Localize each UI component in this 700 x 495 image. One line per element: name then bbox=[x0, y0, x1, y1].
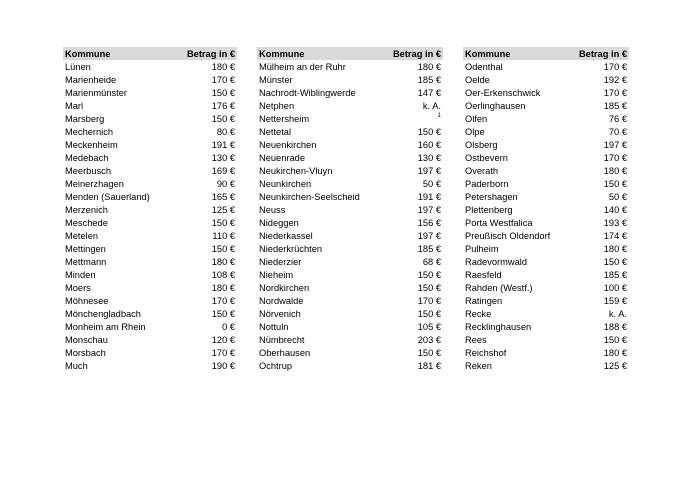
table-row bbox=[463, 112, 629, 125]
table-row bbox=[63, 60, 237, 73]
table-row bbox=[63, 190, 237, 203]
table-row bbox=[63, 164, 237, 177]
betrag-value: 176 € bbox=[211, 100, 235, 111]
kommune-name: Meerbusch bbox=[65, 165, 111, 176]
table-row bbox=[63, 242, 237, 255]
kommune-name: Marienheide bbox=[65, 74, 117, 85]
table-row bbox=[63, 73, 237, 86]
table-row bbox=[63, 346, 237, 359]
kommune-name: Marienmünster bbox=[65, 87, 128, 98]
footnote-marker: 1 bbox=[437, 113, 441, 119]
kommune-name: Radevormwald bbox=[465, 256, 528, 267]
kommune-name: Plettenberg bbox=[465, 204, 513, 215]
kommune-name: Preußisch Oldendorf bbox=[465, 230, 551, 241]
betrag-value: 170 € bbox=[603, 152, 627, 163]
betrag-value: 159 € bbox=[603, 295, 627, 306]
table-header bbox=[257, 47, 443, 60]
betrag-value: 150 € bbox=[417, 282, 441, 293]
table-row bbox=[63, 216, 237, 229]
betrag-value: 125 € bbox=[603, 360, 627, 371]
table-column-1 bbox=[63, 47, 237, 372]
kommune-name: Nettetal bbox=[259, 126, 292, 137]
table-row bbox=[463, 190, 629, 203]
kommune-name: Münster bbox=[259, 74, 293, 85]
table-row bbox=[257, 138, 443, 151]
kommune-name: Netphen bbox=[259, 100, 295, 111]
table-row bbox=[257, 242, 443, 255]
betrag-value: 185 € bbox=[417, 243, 441, 254]
betrag-value: 50 € bbox=[422, 178, 441, 189]
betrag-value: 170 € bbox=[603, 61, 627, 72]
kommune-name: Nordkirchen bbox=[259, 282, 310, 293]
kommune-name: Nottuln bbox=[259, 321, 289, 332]
kommune-name: Oelde bbox=[465, 74, 490, 85]
betrag-value: 105 € bbox=[417, 321, 441, 332]
betrag-value: 160 € bbox=[417, 139, 441, 150]
betrag-value: 90 € bbox=[216, 178, 235, 189]
kommune-name: Mettingen bbox=[65, 243, 106, 254]
betrag-value: 197 € bbox=[603, 139, 627, 150]
table-row bbox=[63, 86, 237, 99]
kommune-name: Neunkirchen bbox=[259, 178, 312, 189]
table-row bbox=[463, 73, 629, 86]
kommune-name: Neuenrade bbox=[259, 152, 306, 163]
table-row bbox=[257, 229, 443, 242]
table-row bbox=[257, 190, 443, 203]
table-row bbox=[257, 203, 443, 216]
table-row bbox=[63, 151, 237, 164]
betrag-value: 180 € bbox=[211, 61, 235, 72]
kommune-name: Ratingen bbox=[465, 295, 503, 306]
table-row bbox=[257, 164, 443, 177]
kommune-name: Much bbox=[65, 360, 88, 371]
kommune-name: Oer-Erkenschwick bbox=[465, 87, 541, 98]
table-row bbox=[257, 216, 443, 229]
table-header bbox=[463, 47, 629, 60]
kommune-name: Mönchengladbach bbox=[65, 308, 141, 319]
table-row bbox=[257, 151, 443, 164]
kommune-name: Reichshof bbox=[465, 347, 507, 358]
betrag-value: 150 € bbox=[417, 269, 441, 280]
betrag-value: k. A. bbox=[608, 308, 627, 319]
betrag-value: 197 € bbox=[417, 230, 441, 241]
betrag-value: 185 € bbox=[603, 100, 627, 111]
table-column-2 bbox=[257, 47, 443, 372]
betrag-value: 191 € bbox=[211, 139, 235, 150]
kommune-name: Oerlinghausen bbox=[465, 100, 526, 111]
table-row bbox=[463, 86, 629, 99]
kommune-name: Medebach bbox=[65, 152, 109, 163]
kommune-name: Rees bbox=[465, 334, 487, 345]
kommune-name: Nettersheim bbox=[259, 113, 310, 124]
betrag-value: 150 € bbox=[603, 256, 627, 267]
betrag-value: 150 € bbox=[603, 334, 627, 345]
kommune-name: Neuss bbox=[259, 204, 286, 215]
kommune-name: Niederkrüchten bbox=[259, 243, 323, 254]
betrag-value: 147 € bbox=[417, 87, 441, 98]
table-row bbox=[463, 216, 629, 229]
kommune-name: Nideggen bbox=[259, 217, 299, 228]
betrag-value: 120 € bbox=[211, 334, 235, 345]
betrag-value: 156 € bbox=[417, 217, 441, 228]
betrag-value: 165 € bbox=[211, 191, 235, 202]
kommune-name: Overath bbox=[465, 165, 499, 176]
table-row bbox=[257, 60, 443, 73]
kommune-name: Raesfeld bbox=[465, 269, 502, 280]
betrag-value: 192 € bbox=[603, 74, 627, 85]
table-row bbox=[257, 281, 443, 294]
header-betrag: Betrag in € bbox=[186, 48, 235, 59]
table-row bbox=[463, 151, 629, 164]
kommune-name: Nordwalde bbox=[259, 295, 304, 306]
table-row bbox=[463, 359, 629, 372]
table-row bbox=[63, 177, 237, 190]
table-row bbox=[463, 320, 629, 333]
table-row bbox=[63, 99, 237, 112]
betrag-value: 150 € bbox=[211, 308, 235, 319]
betrag-value: 170 € bbox=[211, 347, 235, 358]
kommune-name: Meckenheim bbox=[65, 139, 118, 150]
betrag-value: 140 € bbox=[603, 204, 627, 215]
kommune-name: Neuenkirchen bbox=[259, 139, 317, 150]
table-row bbox=[257, 112, 443, 125]
kommune-name: Neunkirchen-Seelscheid bbox=[259, 191, 360, 202]
header-kommune: Kommune bbox=[465, 48, 511, 59]
betrag-value: 191 € bbox=[417, 191, 441, 202]
kommune-name: Meinerzhagen bbox=[65, 178, 124, 189]
betrag-value: 150 € bbox=[417, 126, 441, 137]
kommune-name: Porta Westfalica bbox=[465, 217, 533, 228]
betrag-value: 150 € bbox=[211, 113, 235, 124]
betrag-value: 130 € bbox=[211, 152, 235, 163]
header-kommune: Kommune bbox=[259, 48, 305, 59]
table-row bbox=[63, 138, 237, 151]
betrag-value: 125 € bbox=[211, 204, 235, 215]
kommune-name: Marsberg bbox=[65, 113, 105, 124]
betrag-value: 150 € bbox=[417, 347, 441, 358]
betrag-value: 150 € bbox=[211, 243, 235, 254]
kommune-name: Nörvenich bbox=[259, 308, 301, 319]
kommune-name: Niederzier bbox=[259, 256, 302, 267]
kommune-name: Nachrodt-Wiblingwerde bbox=[259, 87, 356, 98]
kommune-name: Lünen bbox=[65, 61, 91, 72]
kommune-name: Nieheim bbox=[259, 269, 294, 280]
table-row bbox=[257, 99, 443, 112]
betrag-value: 170 € bbox=[211, 295, 235, 306]
table-row bbox=[63, 203, 237, 216]
kommune-name: Merzenich bbox=[65, 204, 108, 215]
table-row bbox=[257, 255, 443, 268]
kommune-name: Pulheim bbox=[465, 243, 499, 254]
table-row bbox=[63, 229, 237, 242]
kommune-name: Niederkassel bbox=[259, 230, 313, 241]
table-row bbox=[257, 346, 443, 359]
betrag-value: 185 € bbox=[417, 74, 441, 85]
betrag-value: 108 € bbox=[211, 269, 235, 280]
table-row bbox=[463, 229, 629, 242]
table-row bbox=[257, 359, 443, 372]
betrag-value: 80 € bbox=[216, 126, 235, 137]
betrag-value: 174 € bbox=[603, 230, 627, 241]
table-row bbox=[63, 333, 237, 346]
kommune-name: Paderborn bbox=[465, 178, 509, 189]
betrag-value: 185 € bbox=[603, 269, 627, 280]
kommune-name: Recklinghausen bbox=[465, 321, 532, 332]
betrag-value: 130 € bbox=[417, 152, 441, 163]
header-betrag: Betrag in € bbox=[392, 48, 441, 59]
table-row bbox=[63, 112, 237, 125]
table-row bbox=[463, 268, 629, 281]
table-row bbox=[63, 268, 237, 281]
betrag-value: k. A. bbox=[422, 100, 441, 111]
betrag-value: 76 € bbox=[608, 113, 627, 124]
table-row bbox=[257, 125, 443, 138]
table-row bbox=[463, 242, 629, 255]
betrag-value: 170 € bbox=[603, 87, 627, 98]
table-column-3 bbox=[463, 47, 629, 372]
table-row bbox=[63, 307, 237, 320]
table-row bbox=[463, 164, 629, 177]
table-header bbox=[63, 47, 237, 60]
betrag-value: 180 € bbox=[211, 282, 235, 293]
betrag-value: 180 € bbox=[603, 347, 627, 358]
kommune-name: Petershagen bbox=[465, 191, 518, 202]
betrag-value: 100 € bbox=[603, 282, 627, 293]
kommune-name: Recke bbox=[465, 308, 492, 319]
kommune-name: Monheim am Rhein bbox=[65, 321, 146, 332]
table-row bbox=[257, 294, 443, 307]
table-row bbox=[463, 281, 629, 294]
betrag-value: 193 € bbox=[603, 217, 627, 228]
betrag-value: 188 € bbox=[603, 321, 627, 332]
betrag-value: 0 € bbox=[222, 321, 235, 332]
kommune-name: Meschede bbox=[65, 217, 108, 228]
table-row bbox=[63, 281, 237, 294]
table-row bbox=[257, 320, 443, 333]
kommune-name: Möhnesee bbox=[65, 295, 109, 306]
betrag-value: 180 € bbox=[603, 243, 627, 254]
kommune-name: Marl bbox=[65, 100, 84, 111]
table-row bbox=[257, 333, 443, 346]
kommune-name: Minden bbox=[65, 269, 96, 280]
betrag-value: 170 € bbox=[211, 74, 235, 85]
betrag-value: 180 € bbox=[417, 61, 441, 72]
betrag-value: 150 € bbox=[211, 217, 235, 228]
betrag-value: 203 € bbox=[417, 334, 441, 345]
kommune-name: Moers bbox=[65, 282, 91, 293]
table-row bbox=[257, 268, 443, 281]
table-row bbox=[463, 255, 629, 268]
table-row bbox=[63, 359, 237, 372]
table-row bbox=[463, 99, 629, 112]
betrag-value: 180 € bbox=[211, 256, 235, 267]
kommune-name: Olpe bbox=[465, 126, 485, 137]
table-row bbox=[257, 86, 443, 99]
table-row bbox=[63, 255, 237, 268]
table-row bbox=[63, 294, 237, 307]
table-row bbox=[63, 320, 237, 333]
table-row bbox=[463, 177, 629, 190]
table-row bbox=[463, 138, 629, 151]
betrag-value: 110 € bbox=[212, 230, 235, 241]
betrag-value: 197 € bbox=[417, 204, 441, 215]
betrag-value: 190 € bbox=[211, 360, 235, 371]
betrag-value: 169 € bbox=[211, 165, 235, 176]
betrag-value: 180 € bbox=[603, 165, 627, 176]
kommune-name: Morsbach bbox=[65, 347, 106, 358]
kommune-name: Neukirchen-Vluyn bbox=[259, 165, 333, 176]
betrag-value: 170 € bbox=[417, 295, 441, 306]
kommune-name: Menden (Sauerland) bbox=[65, 191, 150, 202]
kommune-name: Ostbevern bbox=[465, 152, 508, 163]
betrag-value: 197 € bbox=[417, 165, 441, 176]
kommune-name: Mechernich bbox=[65, 126, 114, 137]
kommune-name: Metelen bbox=[65, 230, 99, 241]
betrag-value: 50 € bbox=[608, 191, 627, 202]
betrag-value: 150 € bbox=[417, 308, 441, 319]
table-row bbox=[63, 125, 237, 138]
table-row bbox=[463, 333, 629, 346]
betrag-value: 150 € bbox=[603, 178, 627, 189]
table-row bbox=[463, 346, 629, 359]
kommune-name: Ochtrup bbox=[259, 360, 293, 371]
betrag-value: 181 € bbox=[417, 360, 441, 371]
table-row bbox=[257, 73, 443, 86]
kommune-name: Olsberg bbox=[465, 139, 498, 150]
kommune-name: Mettmann bbox=[65, 256, 107, 267]
kommune-name: Mülheim an der Ruhr bbox=[259, 61, 346, 72]
header-betrag: Betrag in € bbox=[578, 48, 627, 59]
table-row bbox=[257, 307, 443, 320]
header-kommune: Kommune bbox=[65, 48, 111, 59]
betrag-value: 150 € bbox=[211, 87, 235, 98]
table-row bbox=[257, 177, 443, 190]
kommune-name: Oberhausen bbox=[259, 347, 311, 358]
kommune-name: Olfen bbox=[465, 113, 488, 124]
table-row bbox=[463, 294, 629, 307]
kommune-name: Nümbrecht bbox=[259, 334, 305, 345]
betrag-value: 68 € bbox=[422, 256, 441, 267]
table-row bbox=[463, 203, 629, 216]
kommune-name: Reken bbox=[465, 360, 492, 371]
table-row bbox=[463, 307, 629, 320]
kommune-name: Odenthal bbox=[465, 61, 503, 72]
table-row bbox=[463, 60, 629, 73]
betrag-value: 70 € bbox=[608, 126, 627, 137]
table-row bbox=[463, 125, 629, 138]
kommune-name: Monschau bbox=[65, 334, 108, 345]
kommune-name: Rahden (Westf.) bbox=[465, 282, 533, 293]
